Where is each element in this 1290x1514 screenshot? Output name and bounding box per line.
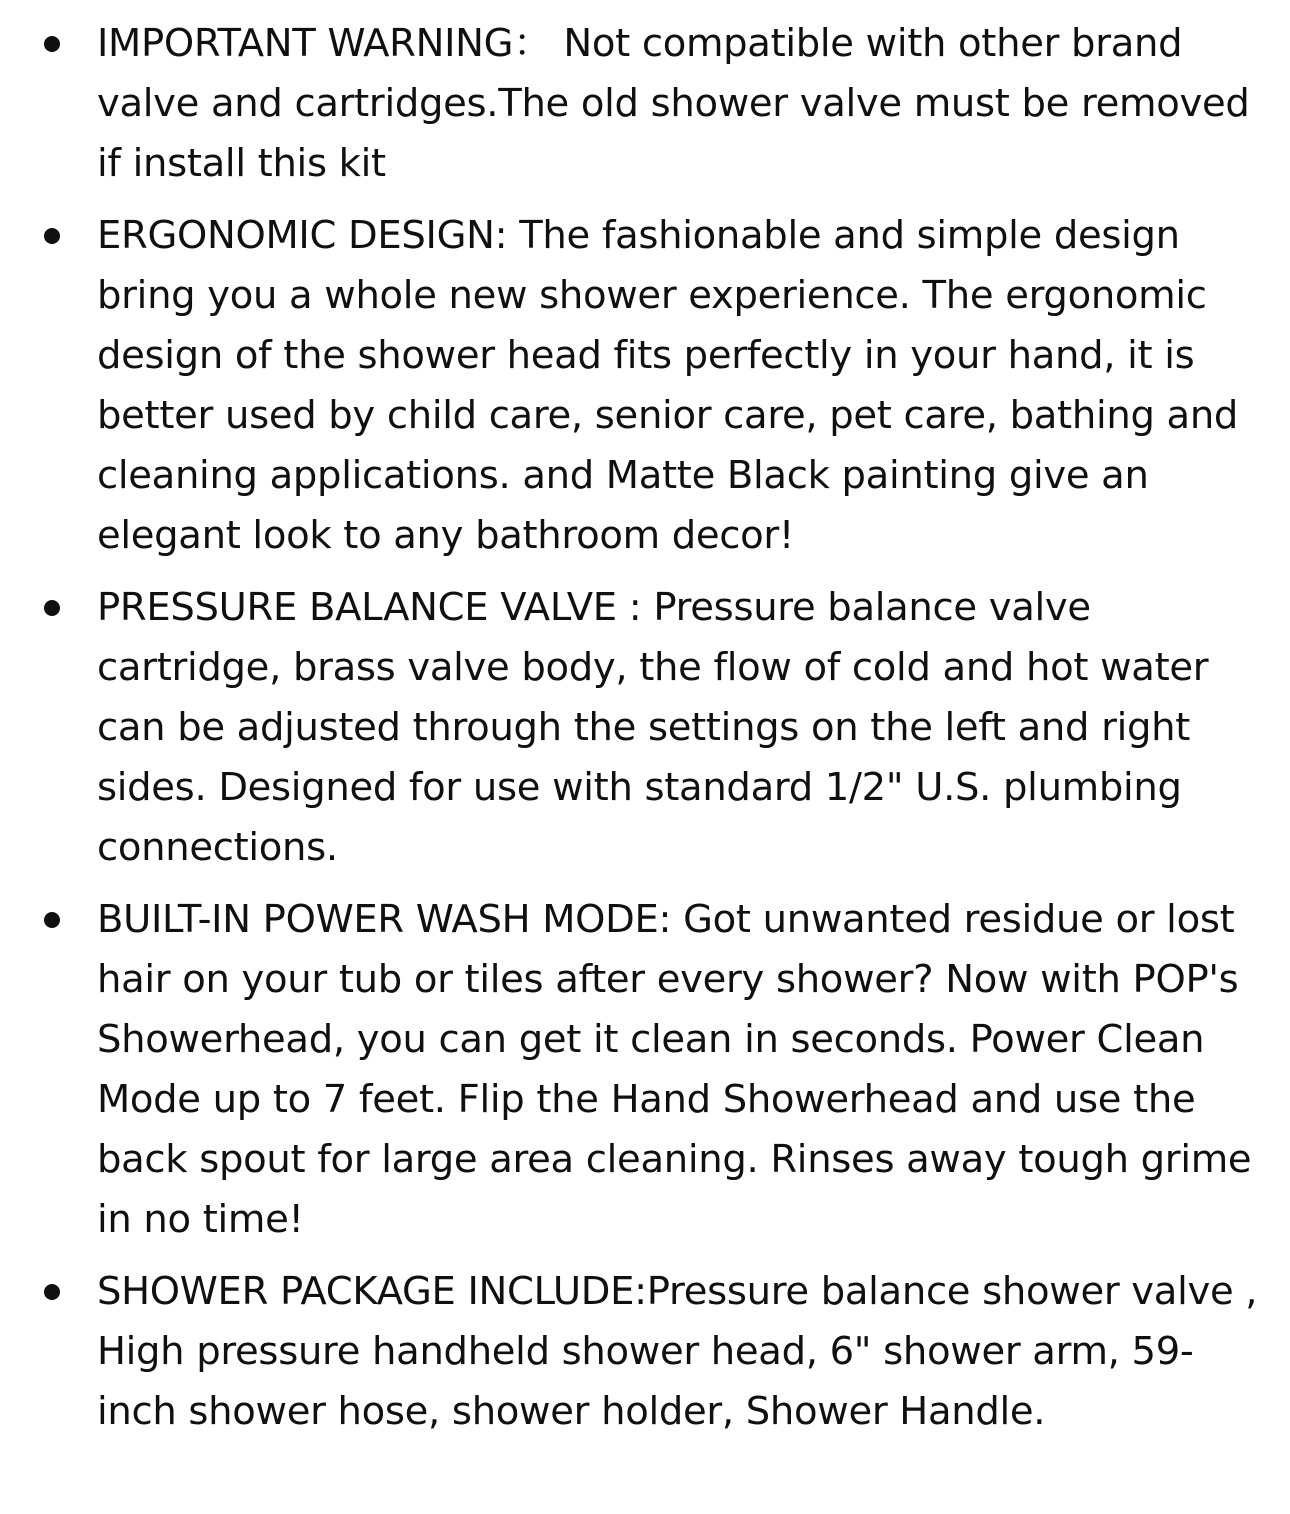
bullet-icon [44, 1284, 60, 1300]
feature-text: IMPORTANT WARNING： Not compatible with other brand valve and cartridges.The old shower valve must be removed if install this kit [97, 21, 1250, 186]
feature-item-shower-package [0, 1262, 1290, 1442]
bullet-icon [44, 36, 60, 52]
feature-text: SHOWER PACKAGE INCLUDE:Pressure balance shower valve , High pressure handheld shower head, 6" shower arm, 59-inch shower hose, shower holder, Shower Handle. [97, 1269, 1258, 1434]
bullet-icon [44, 228, 60, 244]
feature-text: BUILT-IN POWER WASH MODE: Got unwanted residue or lost hair on your tub or tiles after every shower? Now with POP's Showerhead, you can get it clean in seconds. Power Clean Mode up to 7 feet. Flip the Hand Showerhead and use the back spout for large area cleaning. Rinses away tough grime in no time! [97, 897, 1252, 1242]
feature-bullet-list [0, 14, 1290, 1454]
feature-text: PRESSURE BALANCE VALVE : Pressure balance valve cartridge, brass valve body, the flow of cold and hot water can be adjusted through the settings on the left and right sides. Designed for use with standard 1/2" U.S. plumbing connections. [97, 585, 1209, 870]
feature-item-important-warning [0, 14, 1290, 194]
feature-text: ERGONOMIC DESIGN: The fashionable and simple design bring you a whole new shower experience. The ergonomic design of the shower head fits perfectly in your hand, it is better used by child care, senior care, pet care, bathing and cleaning applications. and Matte Black painting give an elegant look to any bathroom decor! [97, 213, 1239, 558]
bullet-icon [44, 912, 60, 928]
feature-item-power-wash-mode [0, 890, 1290, 1250]
feature-item-pressure-balance-valve [0, 578, 1290, 878]
feature-item-ergonomic-design [0, 206, 1290, 566]
bullet-icon [44, 600, 60, 616]
